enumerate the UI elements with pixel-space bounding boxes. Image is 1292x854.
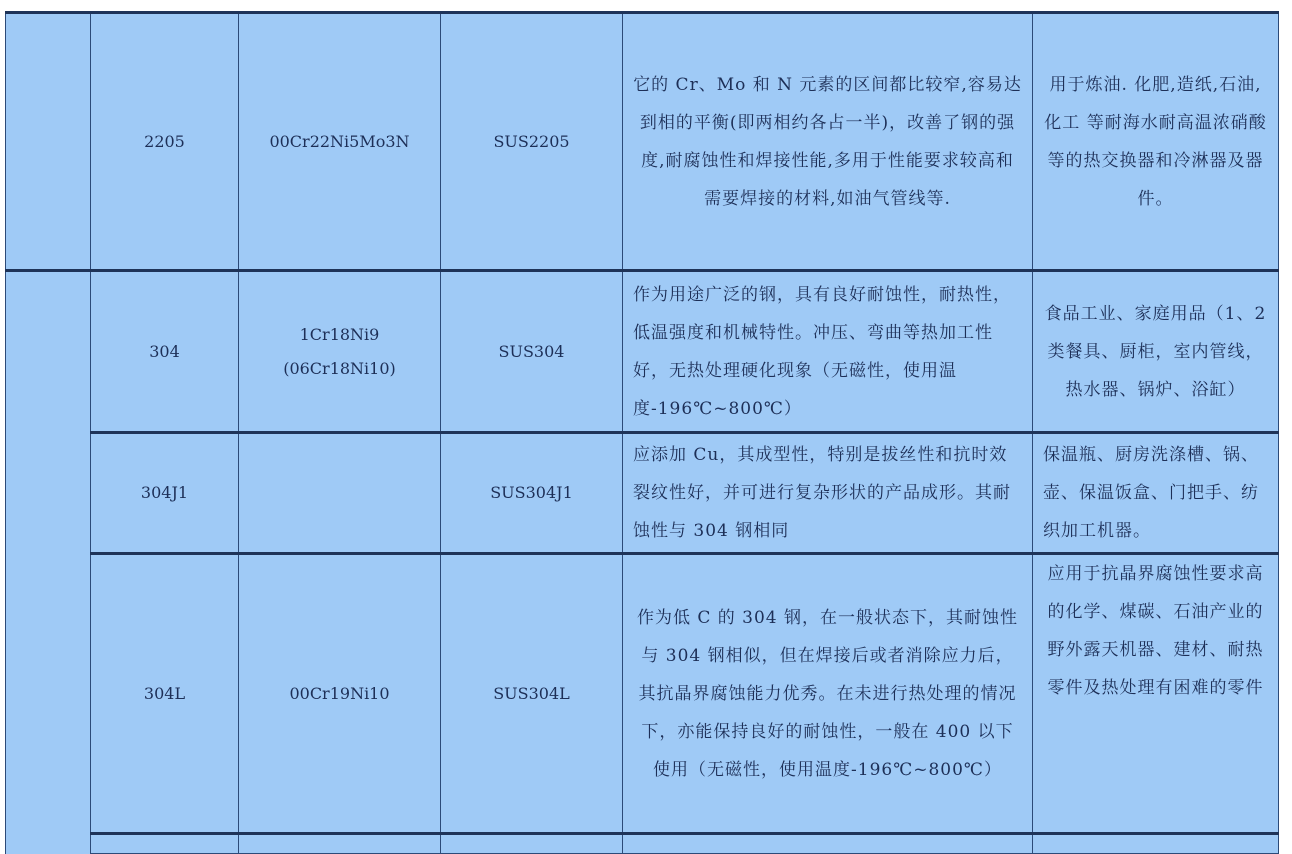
grade-cell <box>91 834 239 854</box>
properties-cell: 作为低 C 的 304 钢，在一般状态下，其耐蚀性与 304 钢相似，但在焊接后或者消除应力后，其抗晶界腐蚀能力优秀。在未进行热处理的情况下，亦能保持良好的耐蚀性，一般在 400 以下使用（无磁性，使用温度-196℃~800℃） <box>623 554 1033 834</box>
cn-grade: 1Cr18Ni9 <box>299 324 380 344</box>
properties-cell: 应添加 Cu，其成型性，特别是拔丝性和抗时效裂纹性好，并可进行复杂形状的产品成形。其耐蚀性与 304 钢相同 <box>623 433 1033 554</box>
properties-cell: 作为用途广泛的钢，具有良好耐蚀性，耐热性，低温强度和机械特性。冲压、弯曲等热加工性好，无热处理硬化现象（无磁性，使用温度-196℃~800℃） <box>623 271 1033 433</box>
grade-cell: 304J1 <box>91 433 239 554</box>
jis-cell: SUS304L <box>441 554 623 834</box>
table-row <box>6 834 1279 854</box>
table-row <box>6 13 1279 271</box>
jis-cell: SUS2205 <box>441 13 623 271</box>
cn-grade-cell <box>239 271 441 433</box>
table-row <box>6 554 1279 834</box>
jis-cell: SUS304J1 <box>441 433 623 554</box>
table-row <box>6 433 1279 554</box>
applications-cell: 食品工业、家庭用品（1、2 类餐具、厨柜，室内管线，热水器、锅炉、浴缸） <box>1033 271 1279 433</box>
properties-cell <box>623 834 1033 854</box>
properties-cell: 它的 Cr、Mo 和 N 元素的区间都比较窄,容易达到相的平衡(即两相约各占一半)，改善了钢的强度,耐腐蚀性和焊接性能,多用于性能要求较高和需要焊接的材料,如油气管线等. <box>623 13 1033 271</box>
category-cell <box>6 13 91 271</box>
jis-cell: SUS304 <box>441 271 623 433</box>
table-row <box>6 271 1279 433</box>
cn-grade-alt: (06Cr18Ni10) <box>283 358 396 378</box>
jis-cell <box>441 834 623 854</box>
category-cell <box>6 271 91 854</box>
grade-cell: 304 <box>91 271 239 433</box>
steel-grade-table <box>5 11 1279 854</box>
cn-grade-cell: 00Cr19Ni10 <box>239 554 441 834</box>
cn-grade-cell <box>239 433 441 554</box>
grade-cell: 304L <box>91 554 239 834</box>
applications-cell: 应用于抗晶界腐蚀性要求高的化学、煤碳、石油产业的野外露天机器、建材、耐热零件及热处理有困难的零件 <box>1033 554 1279 834</box>
applications-cell: 保温瓶、厨房洗涤槽、锅、壶、保温饭盒、门把手、纺织加工机器。 <box>1033 433 1279 554</box>
applications-cell: 用于炼油. 化肥,造纸,石油,化工 等耐海水耐高温浓硝酸等的热交换器和冷淋器及器件。 <box>1033 13 1279 271</box>
cn-grade-cell: 00Cr22Ni5Mo3N <box>239 13 441 271</box>
grade-cell: 2205 <box>91 13 239 271</box>
cn-grade-cell <box>239 834 441 854</box>
applications-cell <box>1033 834 1279 854</box>
